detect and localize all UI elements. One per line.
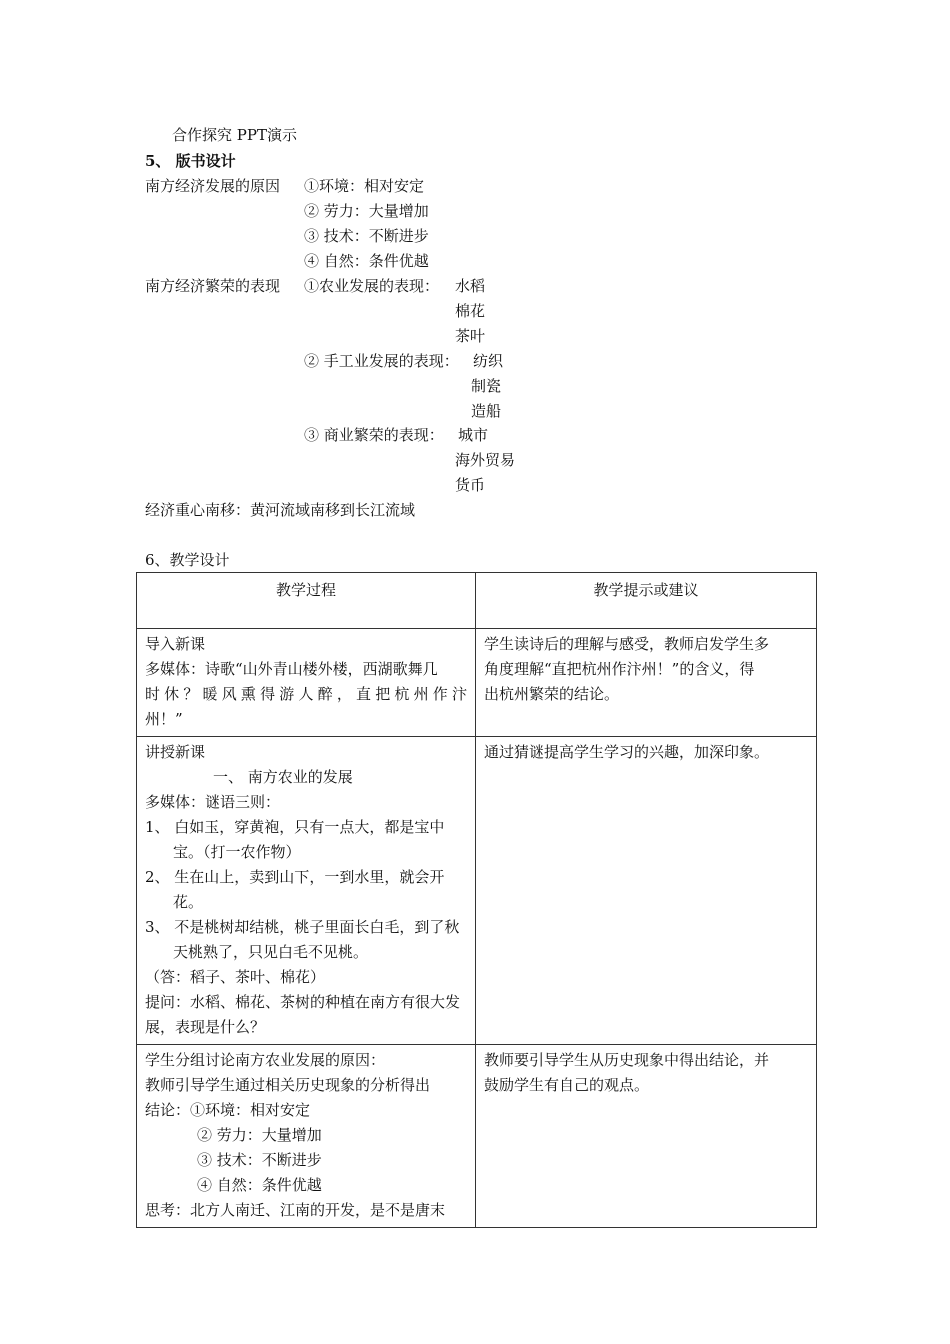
cell-line: 时休？暖风熏得游人醉，直把杭州作汴 (145, 685, 467, 703)
section6-heading: 6、教学设计 (145, 551, 230, 569)
commerce-label: ③ 商业繁荣的表现： (304, 426, 444, 444)
cell-line: 导入新课 (145, 635, 206, 653)
commerce-item: 城市 (458, 426, 489, 444)
header-process: 教学过程 (137, 573, 476, 629)
process-cell (137, 629, 476, 737)
cell-line: 角度理解“直把杭州作汴州！”的含义，得 (484, 660, 755, 678)
cell-line: 州！” (145, 710, 183, 728)
cell-line: 鼓励学生有自己的观点。 (484, 1076, 650, 1094)
table-row (137, 629, 817, 737)
cell-line: 教师引导学生通过相关历史现象的分析得出 (145, 1076, 431, 1094)
riddle-item: 3、 不是桃树却结桃，桃子里面长白毛，到了秋天桃熟了，只见白毛不见桃。 (145, 918, 460, 961)
table-row (137, 1045, 817, 1228)
prosperity-label: 南方经济繁荣的表现 (145, 277, 281, 295)
header-tips: 教学提示或建议 (476, 573, 817, 629)
cell-line: 学生读诗后的理解与感受，教师启发学生多 (484, 635, 770, 653)
agri-item: 水稻 (455, 277, 486, 295)
riddle-item: 1、 白如玉，穿黄袍，只有一点大，都是宝中宝。（打一农作物） (145, 818, 445, 861)
method-line: 合作探究 PPT演示 (172, 126, 297, 144)
reason-item: ①环境：相对安定 (304, 177, 425, 195)
agri-item: 茶叶 (455, 327, 486, 345)
cell-line: 出杭州繁荣的结论。 (484, 685, 620, 703)
reason-item: ③ 技术：不断进步 (197, 1151, 322, 1169)
riddle-answer: （答：稻子、茶叶、棉花） (145, 968, 326, 986)
economic-shift: 经济重心南移：黄河流域南移到长江流域 (145, 501, 416, 519)
craft-label: ② 手工业发展的表现： (304, 352, 459, 370)
cell-line: 多媒体：诗歌“山外青山楼外楼，西湖歌舞几 (145, 660, 438, 678)
tips-cell (476, 737, 817, 1045)
question: 提问：水稻、棉花、茶树的种植在南方有很大发展，表现是什么？ (145, 993, 461, 1036)
commerce-item: 货币 (455, 476, 486, 494)
table-header-row (137, 573, 817, 629)
reason-item: ④ 自然：条件优越 (304, 252, 429, 270)
cell-line: 结论：①环境：相对安定 (145, 1101, 311, 1119)
cell-line: 多媒体：谜语三则： (145, 793, 281, 811)
teaching-design-table (136, 572, 817, 1228)
craft-item: 纺织 (473, 352, 504, 370)
tips-cell (476, 629, 817, 737)
commerce-item: 海外贸易 (455, 451, 516, 469)
craft-item: 造船 (471, 402, 502, 420)
process-cell (137, 737, 476, 1045)
cell-line: 通过猜谜提高学生学习的兴趣，加深印象。 (484, 743, 770, 761)
craft-item: 制瓷 (471, 377, 502, 395)
riddle-item: 2、 生在山上，卖到山下，一到水里，就会开花。 (145, 868, 445, 911)
cell-line: 学生分组讨论南方农业发展的原因： (145, 1051, 386, 1069)
process-cell (137, 1045, 476, 1228)
table-row (137, 737, 817, 1045)
reason-item: ④ 自然：条件优越 (197, 1176, 322, 1194)
reason-item: ② 劳力：大量增加 (197, 1126, 322, 1144)
cell-line: 讲授新课 (145, 743, 206, 761)
agri-label: ①农业发展的表现： (304, 277, 440, 295)
agri-item: 棉花 (455, 302, 486, 320)
subheading: 一、 南方农业的发展 (213, 768, 353, 786)
cell-line: 思考：北方人南迁、江南的开发，是不是唐末 (145, 1201, 446, 1219)
cell-line: 教师要引导学生从历史现象中得出结论，并 (484, 1051, 770, 1069)
reason-item: ③ 技术：不断进步 (304, 227, 429, 245)
reason-item: ② 劳力：大量增加 (304, 202, 429, 220)
tips-cell (476, 1045, 817, 1228)
reasons-label: 南方经济发展的原因 (145, 177, 281, 195)
section5-heading: 5、 版书设计 (145, 152, 236, 170)
